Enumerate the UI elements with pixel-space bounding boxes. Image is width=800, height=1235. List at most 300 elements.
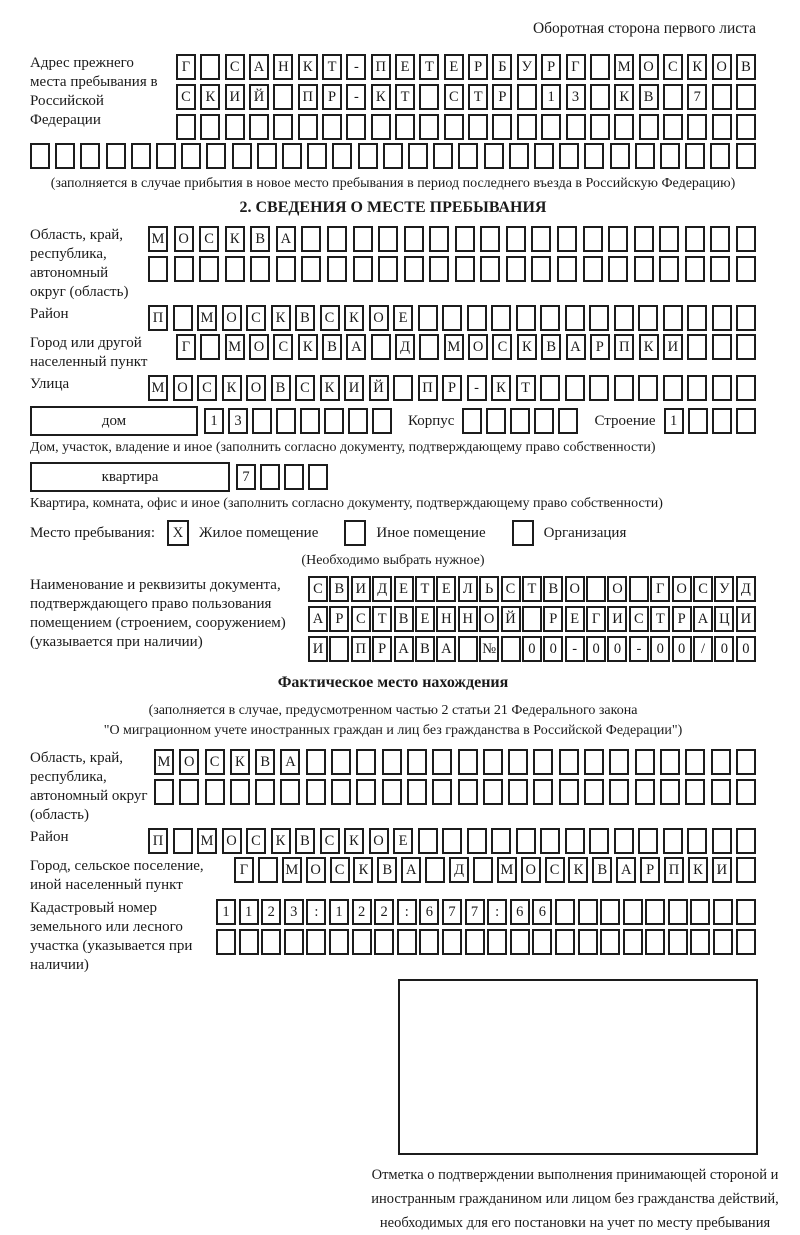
char-box[interactable]: [634, 256, 654, 282]
char-box[interactable]: В: [250, 226, 270, 252]
char-box[interactable]: [353, 226, 373, 252]
char-box[interactable]: М: [225, 334, 245, 360]
char-box[interactable]: [609, 779, 629, 805]
char-box[interactable]: 1: [664, 408, 684, 434]
char-box[interactable]: [710, 256, 730, 282]
char-box[interactable]: С: [501, 576, 521, 602]
char-box[interactable]: 7: [687, 84, 707, 110]
char-box[interactable]: В: [736, 54, 756, 80]
char-box[interactable]: [534, 408, 554, 434]
char-box[interactable]: [250, 256, 270, 282]
char-box[interactable]: Г: [176, 54, 196, 80]
char-box[interactable]: [516, 305, 536, 331]
char-box[interactable]: [638, 375, 658, 401]
char-box[interactable]: П: [351, 636, 371, 662]
char-box[interactable]: [517, 114, 537, 140]
char-box[interactable]: Е: [393, 828, 413, 854]
char-box[interactable]: [736, 375, 756, 401]
char-box[interactable]: [154, 779, 174, 805]
char-box[interactable]: [30, 143, 50, 169]
char-box[interactable]: [540, 305, 560, 331]
char-box[interactable]: [458, 143, 478, 169]
char-box[interactable]: [736, 305, 756, 331]
char-box[interactable]: 0: [672, 636, 692, 662]
char-box[interactable]: Р: [672, 606, 692, 632]
char-box[interactable]: [257, 143, 277, 169]
char-box[interactable]: В: [322, 334, 342, 360]
char-box[interactable]: С: [629, 606, 649, 632]
char-box[interactable]: [382, 779, 402, 805]
char-box[interactable]: [531, 226, 551, 252]
char-box[interactable]: И: [344, 375, 364, 401]
char-box[interactable]: [442, 305, 462, 331]
char-box[interactable]: Г: [234, 857, 254, 883]
char-box[interactable]: И: [225, 84, 245, 110]
char-box[interactable]: [397, 929, 417, 955]
char-box[interactable]: О: [639, 54, 659, 80]
char-box[interactable]: [458, 749, 478, 775]
char-box[interactable]: С: [197, 375, 217, 401]
char-box[interactable]: [557, 226, 577, 252]
char-box[interactable]: Ц: [714, 606, 734, 632]
char-box[interactable]: Е: [393, 305, 413, 331]
char-box[interactable]: [419, 929, 439, 955]
char-box[interactable]: К: [271, 828, 291, 854]
char-box[interactable]: Е: [444, 54, 464, 80]
char-box[interactable]: Й: [501, 606, 521, 632]
char-box[interactable]: 3: [566, 84, 586, 110]
char-box[interactable]: [419, 334, 439, 360]
char-box[interactable]: Р: [468, 54, 488, 80]
char-box[interactable]: :: [487, 899, 507, 925]
char-box[interactable]: [382, 749, 402, 775]
char-box[interactable]: [432, 779, 452, 805]
char-box[interactable]: [710, 143, 730, 169]
char-box[interactable]: Г: [176, 334, 196, 360]
char-box[interactable]: [589, 375, 609, 401]
char-box[interactable]: [710, 226, 730, 252]
char-box[interactable]: [458, 636, 478, 662]
char-box[interactable]: В: [271, 375, 291, 401]
char-box[interactable]: 1: [329, 899, 349, 925]
char-box[interactable]: К: [298, 334, 318, 360]
char-box[interactable]: /: [693, 636, 713, 662]
char-box[interactable]: С: [205, 749, 225, 775]
char-box[interactable]: С: [545, 857, 565, 883]
char-box[interactable]: О: [521, 857, 541, 883]
char-box[interactable]: С: [246, 828, 266, 854]
char-box[interactable]: М: [148, 226, 168, 252]
char-box[interactable]: [455, 256, 475, 282]
char-box[interactable]: [534, 143, 554, 169]
char-box[interactable]: [468, 114, 488, 140]
char-box[interactable]: [629, 576, 649, 602]
char-box[interactable]: [583, 226, 603, 252]
char-box[interactable]: [200, 54, 220, 80]
char-box[interactable]: [306, 749, 326, 775]
char-box[interactable]: [645, 899, 665, 925]
char-box[interactable]: [584, 779, 604, 805]
char-box[interactable]: [232, 143, 252, 169]
char-box[interactable]: О: [246, 375, 266, 401]
char-box[interactable]: [509, 143, 529, 169]
char-box[interactable]: Т: [395, 84, 415, 110]
char-box[interactable]: К: [639, 334, 659, 360]
char-box[interactable]: [687, 114, 707, 140]
char-box[interactable]: Т: [516, 375, 536, 401]
char-box[interactable]: [578, 899, 598, 925]
char-box[interactable]: А: [394, 636, 414, 662]
char-box[interactable]: А: [346, 334, 366, 360]
char-box[interactable]: [663, 305, 683, 331]
char-box[interactable]: [131, 143, 151, 169]
char-box[interactable]: [176, 114, 196, 140]
char-box[interactable]: [687, 828, 707, 854]
char-box[interactable]: Е: [395, 54, 415, 80]
char-box[interactable]: О: [479, 606, 499, 632]
char-box[interactable]: [378, 226, 398, 252]
char-box[interactable]: [378, 256, 398, 282]
char-box[interactable]: Б: [492, 54, 512, 80]
char-box[interactable]: Р: [372, 636, 392, 662]
char-box[interactable]: 0: [543, 636, 563, 662]
char-box[interactable]: [668, 899, 688, 925]
char-box[interactable]: Т: [650, 606, 670, 632]
char-box[interactable]: [531, 256, 551, 282]
char-box[interactable]: [600, 929, 620, 955]
char-box[interactable]: [419, 84, 439, 110]
char-box[interactable]: [608, 256, 628, 282]
char-box[interactable]: [736, 143, 756, 169]
char-box[interactable]: [713, 899, 733, 925]
char-box[interactable]: -: [629, 636, 649, 662]
char-box[interactable]: [372, 408, 392, 434]
char-box[interactable]: [429, 256, 449, 282]
char-box[interactable]: :: [306, 899, 326, 925]
char-box[interactable]: №: [479, 636, 499, 662]
char-box[interactable]: С: [492, 334, 512, 360]
char-box[interactable]: Д: [372, 576, 392, 602]
char-box[interactable]: Г: [650, 576, 670, 602]
char-box[interactable]: 0: [586, 636, 606, 662]
char-box[interactable]: 7: [442, 899, 462, 925]
char-box[interactable]: [225, 114, 245, 140]
char-box[interactable]: Е: [565, 606, 585, 632]
char-box[interactable]: К: [200, 84, 220, 110]
char-box[interactable]: П: [148, 828, 168, 854]
char-box[interactable]: [736, 408, 756, 434]
char-box[interactable]: [559, 143, 579, 169]
char-box[interactable]: П: [614, 334, 634, 360]
char-box[interactable]: [282, 143, 302, 169]
char-box[interactable]: [736, 779, 756, 805]
char-box[interactable]: 2: [352, 899, 372, 925]
char-box[interactable]: К: [225, 226, 245, 252]
char-box[interactable]: [557, 256, 577, 282]
char-box[interactable]: С: [444, 84, 464, 110]
char-box[interactable]: [685, 749, 705, 775]
char-box[interactable]: [639, 114, 659, 140]
char-box[interactable]: [284, 929, 304, 955]
char-box[interactable]: [332, 143, 352, 169]
char-box[interactable]: А: [566, 334, 586, 360]
char-box[interactable]: [444, 114, 464, 140]
char-box[interactable]: [480, 226, 500, 252]
char-box[interactable]: [614, 828, 634, 854]
char-box[interactable]: [712, 305, 732, 331]
char-box[interactable]: [510, 929, 530, 955]
char-box[interactable]: [586, 576, 606, 602]
char-box[interactable]: К: [688, 857, 708, 883]
stamp-area[interactable]: [398, 979, 758, 1155]
char-box[interactable]: [685, 256, 705, 282]
char-box[interactable]: [483, 779, 503, 805]
char-box[interactable]: [687, 305, 707, 331]
char-box[interactable]: [712, 828, 732, 854]
char-box[interactable]: П: [664, 857, 684, 883]
char-box[interactable]: [713, 929, 733, 955]
char-box[interactable]: К: [371, 84, 391, 110]
char-box[interactable]: [736, 114, 756, 140]
char-box[interactable]: [608, 226, 628, 252]
char-box[interactable]: Ь: [479, 576, 499, 602]
char-box[interactable]: [352, 929, 372, 955]
char-box[interactable]: А: [308, 606, 328, 632]
char-box[interactable]: 1: [216, 899, 236, 925]
char-box[interactable]: [690, 899, 710, 925]
char-box[interactable]: 1: [239, 899, 259, 925]
char-box[interactable]: [533, 749, 553, 775]
char-box[interactable]: [230, 779, 250, 805]
char-box[interactable]: 2: [374, 899, 394, 925]
char-box[interactable]: [371, 334, 391, 360]
char-box[interactable]: [404, 256, 424, 282]
char-box[interactable]: [80, 143, 100, 169]
char-box[interactable]: А: [280, 749, 300, 775]
char-box[interactable]: О: [222, 828, 242, 854]
char-box[interactable]: [736, 226, 756, 252]
char-box[interactable]: [467, 828, 487, 854]
char-box[interactable]: Р: [543, 606, 563, 632]
char-box[interactable]: [307, 143, 327, 169]
char-box[interactable]: О: [712, 54, 732, 80]
char-box[interactable]: [712, 408, 732, 434]
char-box[interactable]: [225, 256, 245, 282]
char-box[interactable]: [635, 749, 655, 775]
char-box[interactable]: [255, 779, 275, 805]
char-box[interactable]: [663, 828, 683, 854]
char-box[interactable]: М: [154, 749, 174, 775]
char-box[interactable]: О: [369, 828, 389, 854]
char-box[interactable]: [408, 143, 428, 169]
char-box[interactable]: Г: [566, 54, 586, 80]
char-box[interactable]: К: [298, 54, 318, 80]
char-box[interactable]: [173, 305, 193, 331]
char-box[interactable]: [419, 114, 439, 140]
char-box[interactable]: 6: [532, 899, 552, 925]
char-box[interactable]: С: [273, 334, 293, 360]
char-box[interactable]: [614, 114, 634, 140]
char-box[interactable]: В: [329, 576, 349, 602]
char-box[interactable]: [589, 828, 609, 854]
char-box[interactable]: [329, 929, 349, 955]
char-box[interactable]: [298, 114, 318, 140]
char-box[interactable]: [442, 828, 462, 854]
char-box[interactable]: [148, 256, 168, 282]
char-box[interactable]: [590, 114, 610, 140]
char-box[interactable]: О: [607, 576, 627, 602]
char-box[interactable]: 0: [736, 636, 756, 662]
char-box[interactable]: [736, 334, 756, 360]
char-box[interactable]: [200, 334, 220, 360]
char-box[interactable]: [483, 749, 503, 775]
char-box[interactable]: [516, 828, 536, 854]
char-box[interactable]: С: [320, 828, 340, 854]
char-box[interactable]: [492, 114, 512, 140]
char-box[interactable]: [610, 143, 630, 169]
char-box[interactable]: О: [222, 305, 242, 331]
char-box[interactable]: [558, 408, 578, 434]
char-box[interactable]: А: [249, 54, 269, 80]
char-box[interactable]: В: [377, 857, 397, 883]
char-box[interactable]: О: [468, 334, 488, 360]
char-box[interactable]: А: [401, 857, 421, 883]
char-box[interactable]: [712, 114, 732, 140]
char-box[interactable]: 2: [261, 899, 281, 925]
char-box[interactable]: У: [714, 576, 734, 602]
char-box[interactable]: [501, 636, 521, 662]
char-box[interactable]: М: [282, 857, 302, 883]
char-box[interactable]: [645, 929, 665, 955]
char-box[interactable]: В: [639, 84, 659, 110]
char-box[interactable]: [638, 828, 658, 854]
char-box[interactable]: [324, 408, 344, 434]
char-box[interactable]: [736, 256, 756, 282]
char-box[interactable]: [173, 828, 193, 854]
char-box[interactable]: 1: [204, 408, 224, 434]
char-box[interactable]: П: [298, 84, 318, 110]
char-box[interactable]: [711, 779, 731, 805]
char-box[interactable]: [506, 226, 526, 252]
char-box[interactable]: И: [663, 334, 683, 360]
char-box[interactable]: [541, 114, 561, 140]
char-box[interactable]: О: [173, 375, 193, 401]
char-box[interactable]: [260, 464, 280, 490]
char-box[interactable]: [300, 408, 320, 434]
char-box[interactable]: :: [397, 899, 417, 925]
char-box[interactable]: [712, 334, 732, 360]
char-box[interactable]: [106, 143, 126, 169]
char-box[interactable]: Г: [586, 606, 606, 632]
char-box[interactable]: [491, 305, 511, 331]
char-box[interactable]: С: [351, 606, 371, 632]
char-box[interactable]: X: [167, 520, 189, 546]
char-box[interactable]: [258, 857, 278, 883]
char-box[interactable]: Р: [492, 84, 512, 110]
char-box[interactable]: [418, 828, 438, 854]
char-box[interactable]: [273, 84, 293, 110]
char-box[interactable]: С: [225, 54, 245, 80]
char-box[interactable]: Н: [436, 606, 456, 632]
char-box[interactable]: [276, 408, 296, 434]
char-box[interactable]: [393, 375, 413, 401]
char-box[interactable]: [55, 143, 75, 169]
char-box[interactable]: 7: [465, 899, 485, 925]
char-box[interactable]: Д: [395, 334, 415, 360]
char-box[interactable]: П: [371, 54, 391, 80]
char-box[interactable]: [522, 606, 542, 632]
char-box[interactable]: [442, 929, 462, 955]
char-box[interactable]: О: [249, 334, 269, 360]
char-box[interactable]: К: [344, 305, 364, 331]
char-box[interactable]: [306, 779, 326, 805]
char-box[interactable]: И: [351, 576, 371, 602]
char-box[interactable]: [484, 143, 504, 169]
char-box[interactable]: Е: [394, 576, 414, 602]
char-box[interactable]: С: [330, 857, 350, 883]
char-box[interactable]: К: [344, 828, 364, 854]
char-box[interactable]: [566, 114, 586, 140]
char-box[interactable]: П: [418, 375, 438, 401]
char-box[interactable]: К: [353, 857, 373, 883]
char-box[interactable]: [458, 779, 478, 805]
char-box[interactable]: [565, 828, 585, 854]
char-box[interactable]: [327, 256, 347, 282]
char-box[interactable]: 0: [522, 636, 542, 662]
char-box[interactable]: Р: [640, 857, 660, 883]
char-box[interactable]: [638, 305, 658, 331]
char-box[interactable]: [356, 779, 376, 805]
char-box[interactable]: К: [491, 375, 511, 401]
char-box[interactable]: С: [693, 576, 713, 602]
char-box[interactable]: Р: [442, 375, 462, 401]
char-box[interactable]: [532, 929, 552, 955]
char-box[interactable]: 3: [284, 899, 304, 925]
char-box[interactable]: [252, 408, 272, 434]
char-box[interactable]: В: [295, 828, 315, 854]
char-box[interactable]: [508, 749, 528, 775]
char-box[interactable]: [473, 857, 493, 883]
char-box[interactable]: [589, 305, 609, 331]
char-box[interactable]: [383, 143, 403, 169]
char-box[interactable]: [600, 899, 620, 925]
char-box[interactable]: 6: [510, 899, 530, 925]
char-box[interactable]: [540, 828, 560, 854]
char-box[interactable]: [327, 226, 347, 252]
char-box[interactable]: И: [736, 606, 756, 632]
char-box[interactable]: [371, 114, 391, 140]
char-box[interactable]: [634, 226, 654, 252]
char-box[interactable]: [663, 114, 683, 140]
char-box[interactable]: [276, 256, 296, 282]
char-box[interactable]: В: [541, 334, 561, 360]
char-box[interactable]: [687, 334, 707, 360]
char-box[interactable]: М: [197, 828, 217, 854]
char-box[interactable]: 3: [228, 408, 248, 434]
char-box[interactable]: [249, 114, 269, 140]
char-box[interactable]: Т: [522, 576, 542, 602]
char-box[interactable]: В: [592, 857, 612, 883]
char-box[interactable]: С: [246, 305, 266, 331]
char-box[interactable]: [663, 375, 683, 401]
char-box[interactable]: [156, 143, 176, 169]
char-box[interactable]: Т: [372, 606, 392, 632]
char-box[interactable]: [331, 749, 351, 775]
char-box[interactable]: [358, 143, 378, 169]
char-box[interactable]: [623, 929, 643, 955]
char-box[interactable]: [418, 305, 438, 331]
char-box[interactable]: К: [271, 305, 291, 331]
